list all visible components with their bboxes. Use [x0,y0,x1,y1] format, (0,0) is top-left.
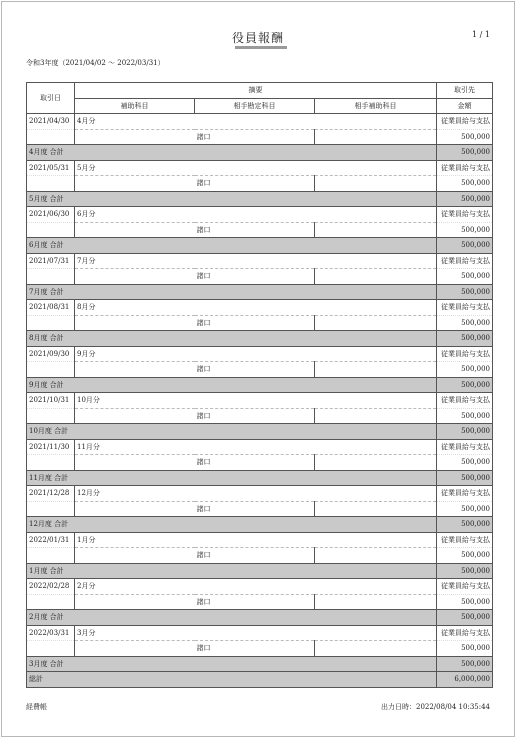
subtotal-row [27,284,493,300]
subtotal-label: 12月度 合計 [27,517,437,533]
subtotal-row [27,145,493,161]
grand-total-label: 総計 [27,672,437,688]
entry-amount: 500,000 [437,501,493,517]
entry-date: 2021/06/30 [27,207,75,223]
subtotal-row [27,610,493,626]
table-row [27,393,493,409]
entry-counter-sub-account [315,548,437,564]
table-row [27,625,493,641]
entry-counter-account: 諸口 [195,455,315,471]
subtotal-amount: 500,000 [437,610,493,626]
subtotal-label: 2月度 合計 [27,610,437,626]
entry-party: 従業員給与支払 [437,532,493,548]
entry-sub-account [75,594,195,610]
entry-description: 12月分 [75,486,437,502]
entry-description: 4月分 [75,114,437,130]
entry-amount: 500,000 [437,176,493,192]
entry-amount: 500,000 [437,594,493,610]
entry-party: 従業員給与支払 [437,346,493,362]
entry-description: 1月分 [75,532,437,548]
ledger-table [26,82,493,688]
table-row [27,439,493,455]
subtotal-label: 4月度 合計 [27,145,437,161]
table-row [27,501,493,517]
entry-sub-account [75,548,195,564]
entry-date: 2022/03/31 [27,625,75,641]
grand-total-amount: 6,000,000 [437,672,493,688]
entry-party: 従業員給与支払 [437,114,493,130]
table-row [27,129,493,145]
entry-party: 従業員給与支払 [437,160,493,176]
entry-date: 2021/10/31 [27,393,75,409]
header-party: 取引先 [437,83,493,99]
grand-total-row [27,672,493,688]
header-sub-account: 補助科目 [75,98,195,114]
entry-date-blank [27,129,75,145]
entry-date: 2021/05/31 [27,160,75,176]
entry-date: 2021/12/28 [27,486,75,502]
entry-amount: 500,000 [437,548,493,564]
entry-counter-account: 諸口 [195,548,315,564]
entry-counter-sub-account [315,455,437,471]
entry-counter-sub-account [315,362,437,378]
entry-date-blank [27,408,75,424]
entry-counter-sub-account [315,594,437,610]
entry-date-blank [27,222,75,238]
page-title: 役員報酬 [231,31,284,45]
table-row [27,362,493,378]
entry-date: 2021/04/30 [27,114,75,130]
header-summary: 摘要 [75,83,437,99]
entry-amount: 500,000 [437,222,493,238]
table-row [27,408,493,424]
entry-date-blank [27,641,75,657]
subtotal-label: 3月度 合計 [27,656,437,672]
entry-party: 従業員給与支払 [437,253,493,269]
entry-party: 従業員給与支払 [437,625,493,641]
entry-sub-account [75,222,195,238]
header-counter-sub-account: 相手補助科目 [315,98,437,114]
entry-description: 9月分 [75,346,437,362]
entry-description: 7月分 [75,253,437,269]
entry-description: 11月分 [75,439,437,455]
entry-counter-sub-account [315,315,437,331]
entry-counter-account: 諸口 [195,641,315,657]
entry-amount: 500,000 [437,129,493,145]
table-row [27,300,493,316]
header-date: 取引日 [27,83,75,114]
entry-description: 10月分 [75,393,437,409]
table-row [27,532,493,548]
header-amount: 金額 [437,98,493,114]
entry-party: 従業員給与支払 [437,393,493,409]
entry-date: 2021/07/31 [27,253,75,269]
entry-sub-account [75,315,195,331]
header-row-main [27,83,493,99]
subtotal-label: 6月度 合計 [27,238,437,254]
entry-party: 従業員給与支払 [437,439,493,455]
table-row [27,222,493,238]
subtotal-row [27,470,493,486]
subtotal-amount: 500,000 [437,284,493,300]
entry-date: 2021/09/30 [27,346,75,362]
footer-output-datetime: 出力日時：2022/08/04 10:35:44 [380,703,490,711]
entry-description: 2月分 [75,579,437,595]
table-row [27,486,493,502]
footer-book-name: 経費帳 [26,703,47,711]
entry-description: 3月分 [75,625,437,641]
subtotal-label: 11月度 合計 [27,470,437,486]
subtotal-amount: 500,000 [437,563,493,579]
table-row [27,315,493,331]
entry-amount: 500,000 [437,362,493,378]
page-number: 1 / 1 [472,30,490,39]
table-row [27,269,493,285]
subtotal-row [27,191,493,207]
entry-amount: 500,000 [437,269,493,285]
table-row [27,346,493,362]
entry-sub-account [75,455,195,471]
entry-counter-sub-account [315,408,437,424]
entry-sub-account [75,176,195,192]
subtotal-row [27,517,493,533]
entry-party: 従業員給与支払 [437,579,493,595]
entry-counter-account: 諸口 [195,408,315,424]
entry-amount: 500,000 [437,315,493,331]
table-row [27,455,493,471]
table-row [27,114,493,130]
header-counter-account: 相手勘定科目 [195,98,315,114]
table-row [27,253,493,269]
entry-counter-account: 諸口 [195,362,315,378]
entry-counter-account: 諸口 [195,176,315,192]
entry-amount: 500,000 [437,408,493,424]
entry-date-blank [27,269,75,285]
entry-date-blank [27,455,75,471]
subtotal-label: 7月度 合計 [27,284,437,300]
entry-date-blank [27,315,75,331]
header-row-sub [27,98,493,114]
entry-sub-account [75,501,195,517]
entry-counter-sub-account [315,501,437,517]
table-row [27,207,493,223]
table-row [27,579,493,595]
entry-counter-sub-account [315,269,437,285]
ledger-page [1,1,515,737]
entry-date-blank [27,362,75,378]
subtotal-amount: 500,000 [437,377,493,393]
entry-date: 2021/08/31 [27,300,75,316]
entry-sub-account [75,129,195,145]
entry-counter-sub-account [315,176,437,192]
entry-counter-account: 諸口 [195,315,315,331]
table-row [27,548,493,564]
subtotal-row [27,238,493,254]
entry-date: 2022/02/28 [27,579,75,595]
table-row [27,176,493,192]
entry-date: 2021/11/30 [27,439,75,455]
entry-description: 8月分 [75,300,437,316]
subtotal-row [27,331,493,347]
subtotal-amount: 500,000 [437,331,493,347]
entry-date-blank [27,176,75,192]
subtotal-amount: 500,000 [437,238,493,254]
entry-counter-account: 諸口 [195,594,315,610]
entry-party: 従業員給与支払 [437,486,493,502]
entry-description: 5月分 [75,160,437,176]
entry-date-blank [27,594,75,610]
table-row [27,641,493,657]
entry-counter-sub-account [315,641,437,657]
entry-party: 従業員給与支払 [437,300,493,316]
entry-counter-account: 諸口 [195,269,315,285]
fiscal-period: 令和3年度（2021/04/02 ～ 2022/03/31） [26,59,165,67]
entry-date-blank [27,501,75,517]
subtotal-row [27,377,493,393]
entry-party: 従業員給与支払 [437,207,493,223]
entry-amount: 500,000 [437,641,493,657]
subtotal-row [27,656,493,672]
entry-description: 6月分 [75,207,437,223]
subtotal-amount: 500,000 [437,656,493,672]
entry-counter-account: 諸口 [195,501,315,517]
entry-counter-account: 諸口 [195,222,315,238]
subtotal-label: 1月度 合計 [27,563,437,579]
subtotal-row [27,563,493,579]
subtotal-label: 9月度 合計 [27,377,437,393]
entry-sub-account [75,269,195,285]
table-row [27,160,493,176]
table-row [27,594,493,610]
title-underline [235,46,287,49]
entry-counter-sub-account [315,222,437,238]
subtotal-amount: 500,000 [437,470,493,486]
entry-amount: 500,000 [437,455,493,471]
subtotal-row [27,424,493,440]
entry-counter-sub-account [315,129,437,145]
subtotal-label: 8月度 合計 [27,331,437,347]
subtotal-amount: 500,000 [437,145,493,161]
entry-date-blank [27,548,75,564]
subtotal-amount: 500,000 [437,517,493,533]
subtotal-label: 10月度 合計 [27,424,437,440]
subtotal-amount: 500,000 [437,424,493,440]
entry-sub-account [75,408,195,424]
entry-date: 2022/01/31 [27,532,75,548]
entry-sub-account [75,641,195,657]
subtotal-label: 5月度 合計 [27,191,437,207]
subtotal-amount: 500,000 [437,191,493,207]
entry-sub-account [75,362,195,378]
entry-counter-account: 諸口 [195,129,315,145]
